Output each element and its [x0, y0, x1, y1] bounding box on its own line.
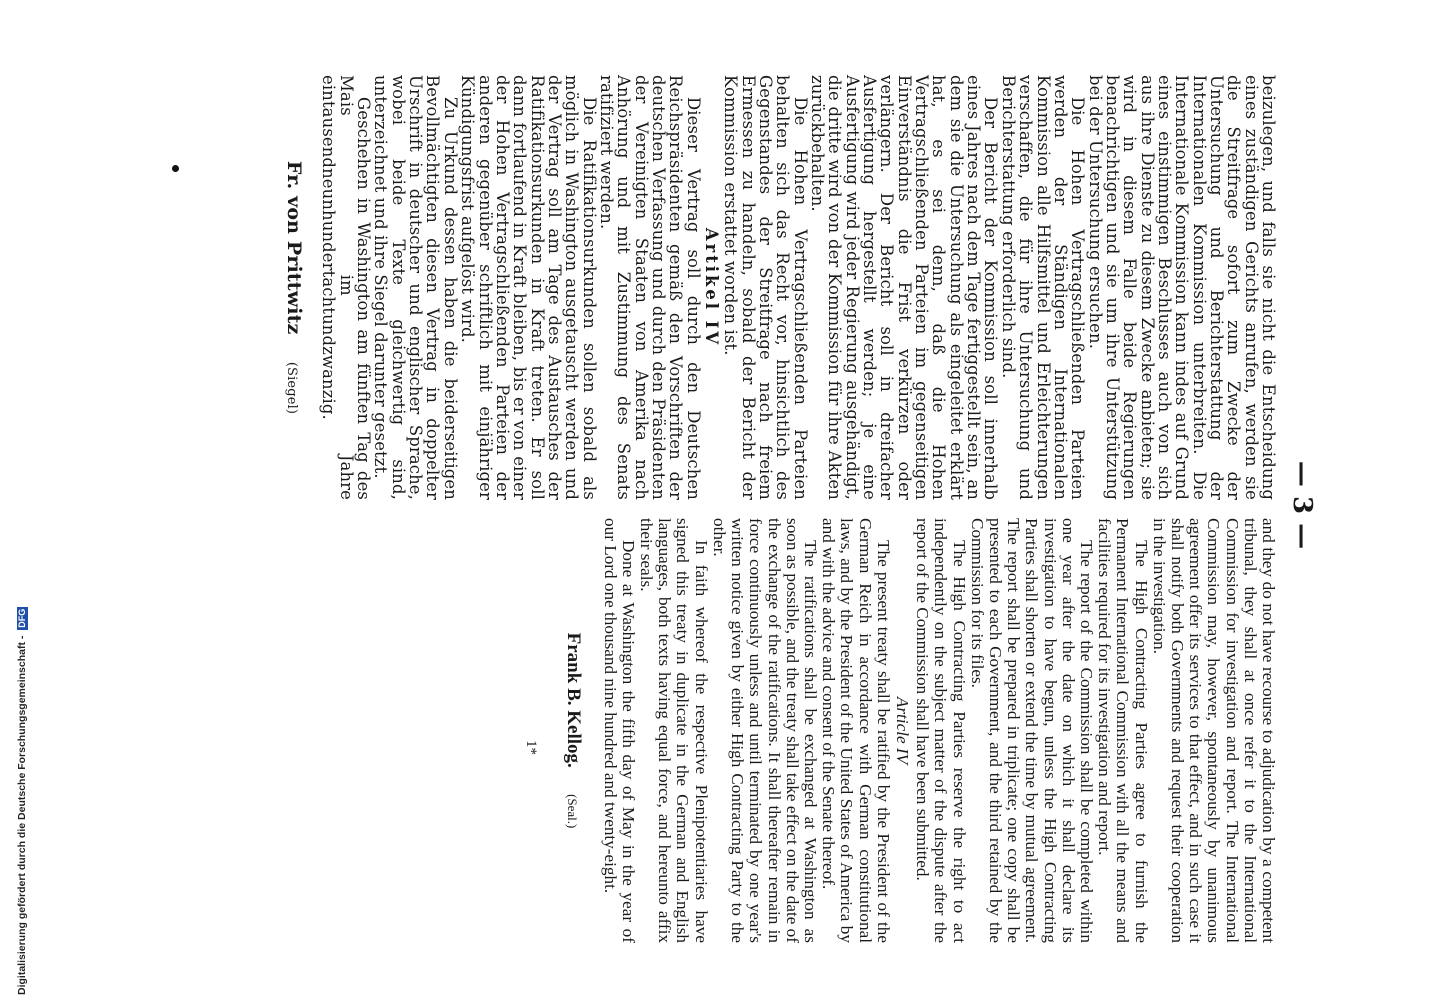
english-paragraph: The report of the Commission shall be completed within one year after the date on which it shall declare its investigation to have begun, unless the High Contracting Parties shall shorten or extend the time by mutual agreement. The report shall be prepared in triplicate; one copy shall be presented to each Government, and the third retained by the Commission for its files. [967, 518, 1096, 943]
page-number: — 3 — [1287, 460, 1317, 550]
german-paragraph: Die Hohen Vertragschließenden Parteien werden der Ständigen Internationalen Kommission alle Hilfsmittel und Erleichterungen verschaffen, die für ihre Untersuchung und Berichterstattung erforderlich sind. [998, 75, 1088, 500]
german-article-heading: Artikel IV [702, 227, 721, 348]
english-paragraph: The High Contracting Parties agree to furnish the Permanent International Commission with all the means and facilities required for its investigation and report. [1095, 518, 1151, 943]
english-paragraph: The ratifications shall be exchanged at Washington as soon as possible, and the treaty shall take effect on the date of the exchange of the ratifications. It shall thereafter remain in force continuously unless and until terminated by one year's written notice given by either High Contracting Party to the other. [709, 518, 820, 943]
german-signature: Fr. von Prittwitz [283, 160, 306, 335]
english-paragraph: Done at Washington the fifth day of May in the year of our Lord one thousand nine hundred and twenty-eight. [600, 518, 638, 943]
german-paragraph: Geschehen in Washington am fünften Tag des Mais im Jahre eintausendneunhundertachtundzwanzig. [319, 75, 374, 500]
english-column [563, 518, 1277, 943]
german-paragraph: Dieser Vertrag soll durch den Deutschen Reichspräsidenten gemäß den Vorschriften der deutschen Verfassung und durch den Präsidenten der Vereinigten Staaten von Amerika nach Anhörung und mit Zustimmung des Senats ratifiziert werden. [596, 75, 703, 500]
english-seal-label: (Seal.) [565, 794, 581, 829]
treaty-page [283, 65, 1317, 945]
english-signature: Frank B. Kellog. [563, 632, 585, 768]
german-paragraph: Der Bericht der Kommission soll innerhalb eines Jahres nach dem Tage fertiggestellt sein, an dem sie die Untersuchung als eingeleitet erklärt hat, es sei denn, daß die Hohen Vertragschließenden Parteien im gegenseitigen Einverständnis die Frist verkürzen oder verlängern. Der Bericht soll in dreifacher Ausfertigung hergestellt werden; je eine Ausfertigung wird jeder Regierung ausgehändigt, die dritte wird von der Kommission für ihre Akten zurückbehalten. [808, 75, 1001, 500]
digitization-credit [16, 607, 28, 995]
german-paragraph: beizulegen, und falls sie nicht die Entscheidung eines zuständigen Gerichts anrufen, werden sie die Streitfrage sofort zum Zwecke der Untersuchung und Berichterstattung der Internationalen Kommission unterbreiten. Die Internationale Kommission kann indes auf Grund eines einstimmigen Beschlusses auch von sich aus ihre Dienste zu diesem Zwecke anbieten; sie wird in diesem Falle beide Regierungen benachrichtigen und sie um ihre Unterstützung bei der Untersuchung ersuchen. [1085, 75, 1278, 500]
english-signature-block [563, 518, 585, 943]
english-paragraph: The present treaty shall be ratified by the President of the German Reich in accordance with German constitutional laws, and by the President of the United States of America by and with the advice and consent of the Senate thereof. [819, 518, 893, 943]
german-paragraph: Die Ratifikationsurkunden sollen sobald als möglich in Washington ausgetauscht werden und der Vertrag soll am Tage des Austausches der Ratifikationsurkunden in Kraft treten. Er soll dann fortlaufend in Kraft bleiben, bis er von einer der Hohen Vertragschließenden Parteien der anderen gegenüber schriftlich mit einjähriger Kündigungsfrist aufgelöst wird. [458, 75, 599, 500]
english-article-heading: Article IV [892, 696, 912, 765]
german-seal-label: (Siegel) [284, 361, 300, 415]
english-paragraph: The High Contracting Parties reserve the right to act independently on the subject matter of the dispute after the report of the Commission shall have been submitted. [913, 518, 969, 943]
german-signature-block [283, 75, 306, 500]
german-paragraph: Die Hohen Vertragschließenden Parteien behalten sich das Recht vor, hinsichtlich des Gegenstandes der Streitfrage nach freiem Ermessen zu handeln, sobald der Bericht der Kommission erstattet worden ist. [721, 75, 810, 500]
german-column [283, 75, 1277, 500]
english-paragraph: and they do not have recourse to adjudication by a competent tribunal, they shall at once refer it to the International Commission for investigation and report. The International Commission may, however, spontaneously by unanimous agreement offer its services to that effect, and in such case it shall notify both Governments and request their cooperation in the investigation. [1149, 518, 1278, 943]
credit-text: Digitalisierung gefördert durch die Deutsche Forschungsgemeinschaft - [16, 635, 28, 995]
english-paragraph: In faith whereof the respective Plenipotentiaries have signed this treaty in duplicate in the German and English languages, both texts having equal force, and hereunto affix their seals. [637, 518, 711, 943]
german-paragraph: Zu Urkund dessen haben die beiderseitigen Bevollmächtigten diesen Vertrag in doppelter Urschrift in deutscher und englischer Sprache, wobei beide Texte gleichwertig sind, unterzeichnet und ihre Siegel darunter gesetzt. [371, 75, 460, 500]
ink-dot [172, 165, 179, 172]
signature-mark: 1* [523, 740, 539, 755]
dfg-logo: DFG [16, 608, 27, 628]
